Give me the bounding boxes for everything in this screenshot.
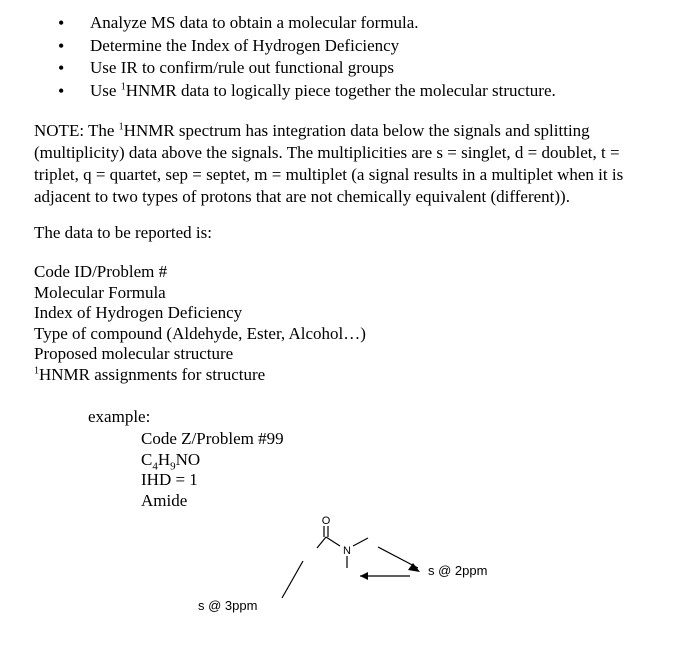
formula-subscript: 4 xyxy=(152,459,158,472)
formula-subscript: 9 xyxy=(170,459,176,472)
note-prefix: NOTE: The xyxy=(34,121,119,140)
bullet-text: Analyze MS data to obtain a molecular formula. xyxy=(90,13,419,32)
bullet-text-prefix: Use xyxy=(90,80,121,100)
arrow-head xyxy=(360,572,368,580)
superscript: 1 xyxy=(34,364,39,376)
report-field-text: HNMR assignments for structure xyxy=(39,364,266,384)
report-field: Index of Hydrogen Deficiency xyxy=(34,303,243,322)
superscript: 1 xyxy=(120,80,126,92)
formula-rest: NO xyxy=(175,449,201,469)
annotation-left: s @ 3ppm xyxy=(198,598,258,613)
superscript: 1 xyxy=(118,121,124,133)
formula-h: H xyxy=(157,449,171,469)
bond xyxy=(326,537,340,546)
example-type: Amide xyxy=(141,490,188,510)
report-field: Type of compound (Aldehyde, Ester, Alcohol…) xyxy=(34,323,366,343)
atom-n-label: N xyxy=(343,545,351,557)
example-code: Code Z/Problem #99 xyxy=(141,429,284,448)
data-intro: The data to be reported is: xyxy=(34,223,212,242)
annotation-right: s @ 2ppm xyxy=(428,563,488,578)
report-field: Code ID/Problem # xyxy=(34,262,168,281)
report-field: Proposed molecular structure xyxy=(34,344,234,363)
atom-o-label: O xyxy=(321,515,331,527)
bullet-text: HNMR data to logically piece together the molecular structure. xyxy=(125,80,556,100)
formula-c: C xyxy=(141,449,153,469)
report-field: Molecular Formula xyxy=(34,282,166,302)
bullet-text: Determine the Index of Hydrogen Deficiency xyxy=(90,35,400,55)
bond xyxy=(353,538,368,546)
note-text: HNMR spectrum has integration data below the signals and splitting (multiplicity) data above the signals. The multiplicities are s = singlet, d = doublet, t = triplet, q = quartet, sep = septet, m = multiplet (a signal results in a multiplet when it is adjacent to two types of protons that are not chemically equivalent (different)). xyxy=(34,121,624,206)
example-label: example: xyxy=(88,407,151,426)
bullet-text: Use IR to confirm/rule out functional groups xyxy=(90,58,395,77)
bond xyxy=(317,537,326,548)
example-ihd: IHD = 1 xyxy=(141,470,198,489)
arrow-line xyxy=(282,561,303,598)
